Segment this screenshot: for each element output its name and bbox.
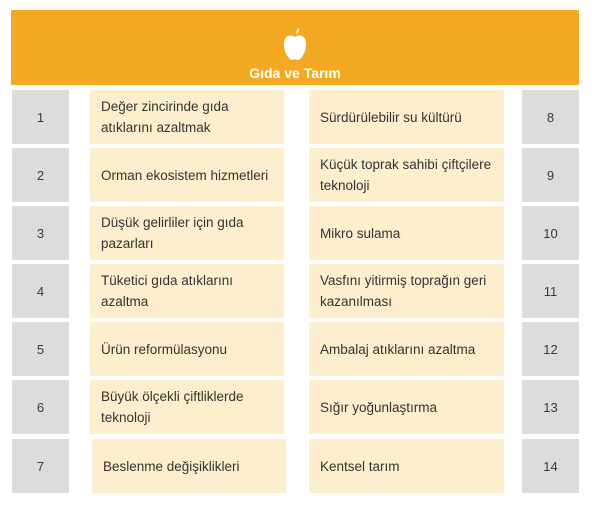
list-item	[309, 380, 504, 434]
item-number: 8	[522, 90, 579, 144]
item-label: Beslenme değişiklikleri	[103, 458, 240, 474]
item-number: 12	[522, 322, 579, 376]
list-item	[90, 380, 284, 434]
item-label: Tüketici gıda atıklarını azaltma	[101, 273, 234, 309]
page-title: Gıda ve Tarım	[249, 65, 341, 81]
item-number: 9	[522, 148, 579, 202]
item-label: Sığır yoğunlaştırma	[320, 399, 438, 415]
item-label: Vasfını yitirmiş toprağın geri kazanılması	[320, 273, 487, 309]
apple-icon	[283, 28, 307, 62]
list-item	[90, 148, 284, 202]
list-item	[309, 322, 504, 376]
item-number: 1	[12, 90, 69, 144]
item-number: 10	[522, 206, 579, 260]
item-number: 13	[522, 380, 579, 434]
item-label: Kentsel tarım	[320, 458, 400, 474]
item-number: 11	[522, 264, 579, 318]
list-item	[309, 264, 504, 318]
list-item	[90, 90, 284, 144]
list-item	[309, 206, 504, 260]
list-item	[90, 206, 284, 260]
item-label: Ürün reformülasyonu	[101, 341, 228, 357]
header-banner	[11, 10, 579, 85]
item-number: 5	[12, 322, 69, 376]
list-item	[309, 439, 504, 493]
item-label: Sürdürülebilir su kültürü	[320, 109, 462, 125]
item-label: Mikro sulama	[320, 225, 401, 241]
list-item	[90, 264, 284, 318]
item-label: Büyük ölçekli çiftliklerde teknoloji	[101, 389, 244, 425]
item-label: Ambalaj atıklarını azaltma	[320, 341, 476, 357]
list-item	[309, 148, 504, 202]
item-number: 2	[12, 148, 69, 202]
item-number: 4	[12, 264, 69, 318]
item-number: 14	[522, 439, 579, 493]
item-number: 7	[12, 439, 69, 493]
item-label: Orman ekosistem hizmetleri	[101, 167, 269, 183]
item-label: Değer zincirinde gıda atıklarını azaltmak	[101, 99, 229, 135]
item-label: Küçük toprak sahibi çiftçilere teknoloji	[320, 157, 492, 193]
list-item	[309, 90, 504, 144]
list-item	[92, 439, 286, 493]
list-item	[90, 322, 284, 376]
item-number: 6	[12, 380, 69, 434]
item-label: Düşük gelirliler için gıda pazarları	[101, 215, 244, 251]
item-number: 3	[12, 206, 69, 260]
